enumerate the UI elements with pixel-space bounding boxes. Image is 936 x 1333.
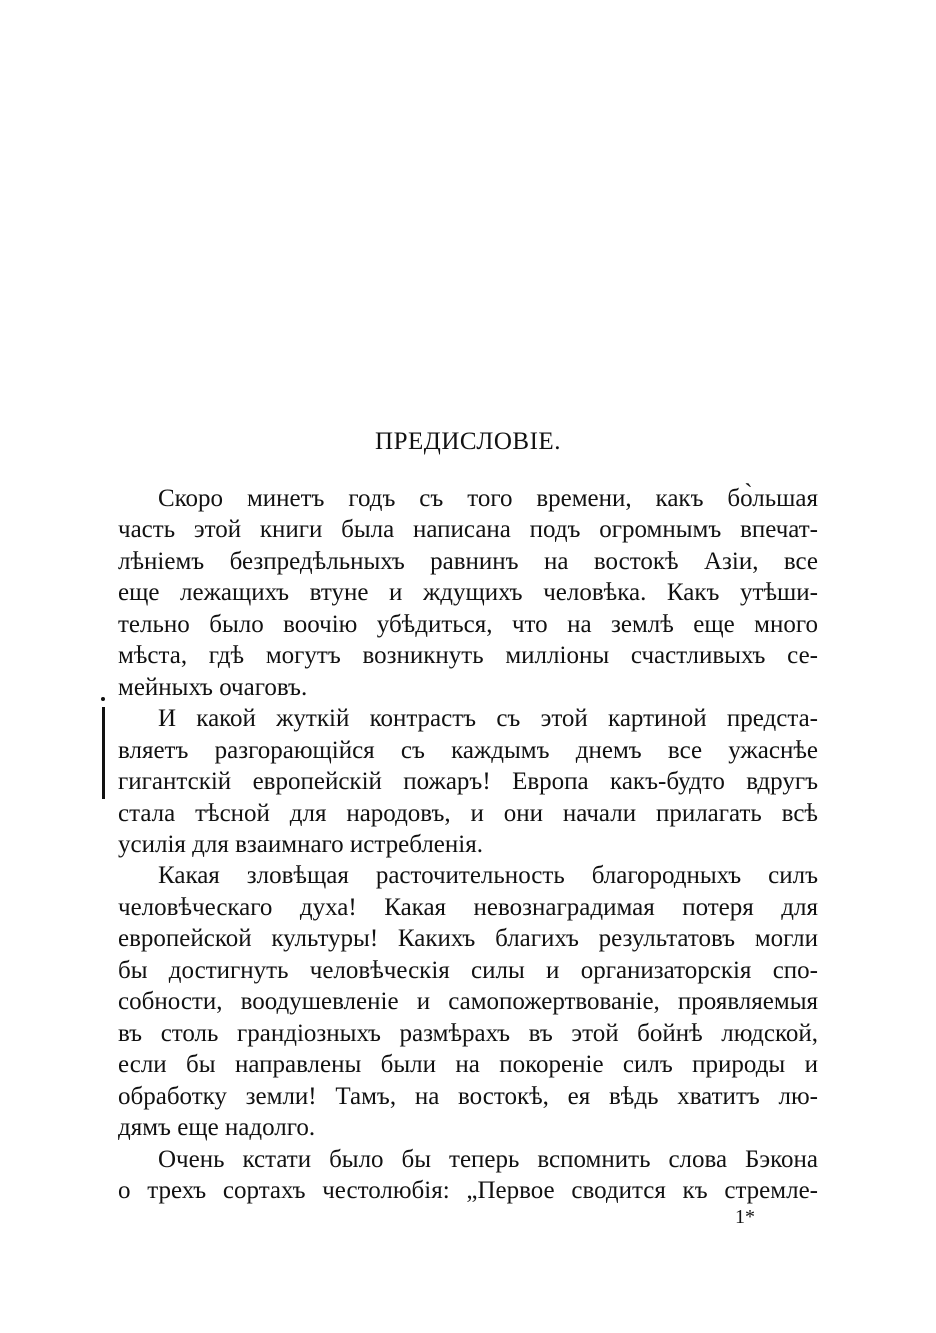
text-line: бы достигнуть человѣческія силы и организаторскія спо- <box>118 956 818 984</box>
text-line: Какая зловѣщая расточительность благородныхъ силъ <box>158 862 818 890</box>
text-line: еще лежащихъ втуне и ждущихъ человѣка. Какъ утѣши- <box>118 579 818 607</box>
page-title: ПРЕДИСЛОВІЕ. <box>375 428 561 455</box>
text-line: Очень кстати было бы теперь вспомнить слова Бэкона <box>158 1145 818 1173</box>
page-signature: 1* <box>735 1206 755 1228</box>
text-line: лѣніемъ безпредѣльныхъ равнинъ на востокѣ Азіи, все <box>118 547 818 575</box>
text-line: обработку земли! Тамъ, на востокѣ, ея вѣдь хватитъ лю- <box>118 1082 818 1110</box>
text-line: мѣста, гдѣ могутъ возникнуть милліоны счастливыхъ се- <box>118 642 818 670</box>
text-line: вляетъ разгорающійся съ каждымъ днемъ все ужаснѣе <box>118 736 818 764</box>
text-line: мейныхъ очаговъ. <box>118 673 308 701</box>
body-text <box>118 483 818 1206</box>
text-line: въ столь грандіозныхъ размѣрахъ въ этой бойнѣ людской, <box>118 1019 818 1047</box>
text-line: Скоро минетъ годъ съ того времени, какъ бо̀льшая <box>158 485 818 512</box>
text-line: И какой жуткій контрастъ съ этой картиной предста- <box>158 705 818 733</box>
margin-line-mark <box>102 707 105 799</box>
text-line: если бы направлены были на покореніе силъ природы и <box>118 1051 818 1079</box>
text-line: о трехъ сортахъ честолюбія: „Первое сводится къ стремле- <box>118 1176 818 1204</box>
text-line: стала тѣсной для народовъ, и они начали прилагать всѣ <box>118 799 818 827</box>
text-line: тельно было воочію убѣдиться, что на землѣ еще много <box>118 610 818 638</box>
text-line: собности, воодушевленіе и самопожертвованіе, проявляемыя <box>118 988 818 1016</box>
text-line: дямъ еще надолго. <box>118 1114 316 1142</box>
text-line: гигантскій европейскій пожаръ! Европа какъ-будто вдругъ <box>118 768 818 796</box>
text-line: европейской культуры! Какихъ благихъ результатовъ могли <box>118 925 818 953</box>
text-line: человѣческаго духа! Какая невознаградимая потеря для <box>118 893 818 921</box>
margin-dot-mark <box>101 697 105 701</box>
text-line: усилія для взаимнаго истребленія. <box>118 830 483 858</box>
text-line: часть этой книги была написана подъ огромнымъ впечат- <box>118 516 818 544</box>
